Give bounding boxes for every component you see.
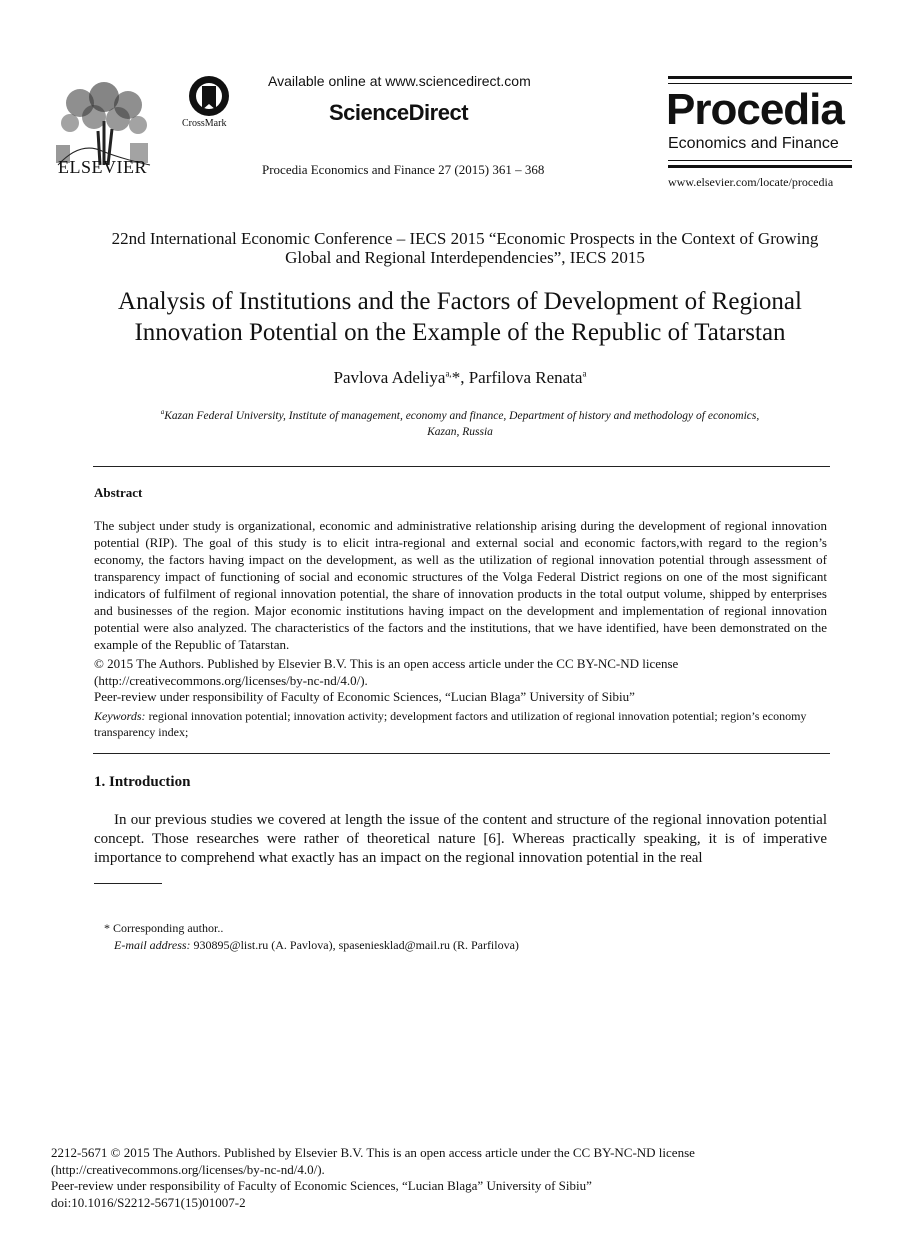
paper-title-line: Innovation Potential on the Example of the Republic of Tatarstan: [134, 319, 786, 346]
footer-license-link[interactable]: (http://creativecommons.org/licenses/by-nc-nd/4.0/).: [51, 1162, 325, 1177]
footer-peer-review: Peer-review under responsibility of Faculty of Economic Sciences, “Lucian Blaga” University of Sibiu”: [51, 1178, 592, 1193]
peer-review-statement: Peer-review under responsibility of Faculty of Economic Sciences, “Lucian Blaga” University of Sibiu”: [94, 689, 635, 704]
author-name: Pavlova Adeliya: [333, 368, 446, 387]
email-label: E-mail address:: [114, 938, 191, 952]
procedia-rule: [668, 160, 852, 161]
abstract-body: The subject under study is organizational, economic and administrative relationship arising during the development of regional innovation potential (RIP). The goal of this study is to elicit intra-regional and external social and economic factors,with regard to the region’s economy, the factors having impact on the development, as well as the utilization of regional innovation potential through assessment of transparency impact of functioning of social and economic structures of the Volga Federal District regions on one of the most significant indicators of fulfilment of regional innovation potential, the share of innovation products in the total output volume, shipped by enterprises and businesses of the region. Major economic institutions having impact on the development and implementation of regional innovation potential were also analyzed. The characteristics of the factors and the institutions, that we have identified, have been demonstrated on the example of the Republic of Tatarstan.: [94, 518, 827, 652]
corresponding-mark[interactable]: *: [451, 368, 461, 387]
procedia-rule: [668, 83, 852, 84]
procedia-rule: [668, 76, 852, 79]
footer-doi[interactable]: doi:10.1016/S2212-5671(15)01007-2: [51, 1195, 246, 1210]
procedia-logo: Procedia: [666, 85, 844, 134]
paper-title-line: Analysis of Institutions and the Factors of Development of Regional: [118, 288, 802, 315]
abstract-heading: Abstract: [94, 485, 143, 500]
email-note: [114, 938, 519, 953]
author-affil-sup: a,: [445, 368, 452, 379]
corresponding-author-note: * Corresponding author..: [104, 921, 224, 935]
affiliation-sup: a: [160, 408, 165, 416]
affiliation: [150, 404, 770, 440]
affiliation-text: Kazan Federal University, Institute of management, economy and finance, Department of history and methodology of economics, Kazan, Russia: [164, 409, 760, 438]
author-affil-sup: a: [582, 368, 587, 379]
footnote-rule: [94, 883, 162, 884]
introduction-body: In our previous studies we covered at length the issue of the content and structure of the regional innovation potential concept. Those researches were rather of theoretical nature [6]. Whereas practically speaking, it is of imperative importance to comprehend what exactly has an impact on the regional innovation potential in the real: [94, 812, 827, 866]
available-online[interactable]: Available online at www.sciencedirect.com: [268, 73, 531, 89]
section-heading: 1. Introduction: [94, 774, 191, 790]
author-name: Parfilova Renata: [468, 368, 583, 387]
footer-license: 2212-5671 © 2015 The Authors. Published by Elsevier B.V. This is an open access article under the CC BY-NC-ND license: [51, 1145, 695, 1160]
abstract-top-rule: [93, 466, 830, 467]
sciencedirect-logo[interactable]: ScienceDirect: [329, 100, 469, 125]
keywords-text: regional innovation potential; innovation activity; development factors and utilization of regional innovation potential; region’s economy transparency index;: [94, 709, 807, 739]
license-link[interactable]: (http://creativecommons.org/licenses/by-nc-nd/4.0/).: [94, 673, 368, 688]
publisher-wordmark: ELSEVIER: [58, 157, 147, 177]
paper-title: [80, 286, 840, 348]
abstract-bottom-rule: [93, 753, 830, 754]
license-statement: [94, 655, 827, 689]
journal-reference: Procedia Economics and Finance 27 (2015) 361 – 368: [262, 162, 545, 177]
keywords-label: Keywords:: [94, 709, 146, 723]
license-line: © 2015 The Authors. Published by Elsevier B.V. This is an open access article under the CC BY-NC-ND license: [94, 656, 679, 671]
procedia-url[interactable]: www.elsevier.com/locate/procedia: [668, 175, 834, 189]
conference-name: 22nd International Economic Conference – IECS 2015 “Economic Prospects in the Context of Growing Global and Regional Interdependencies”, IECS 2015: [111, 229, 819, 267]
email-addresses[interactable]: 930895@list.ru (A. Pavlova), spaseniesklad@mail.ru (R. Parfilova): [190, 938, 519, 952]
procedia-subtitle: Economics and Finance: [668, 135, 839, 152]
procedia-rule: [668, 165, 852, 168]
author-separator: ,: [460, 368, 469, 387]
crossmark-label: CrossMark: [182, 118, 227, 129]
author-list: [150, 368, 770, 388]
keywords: [94, 708, 827, 740]
